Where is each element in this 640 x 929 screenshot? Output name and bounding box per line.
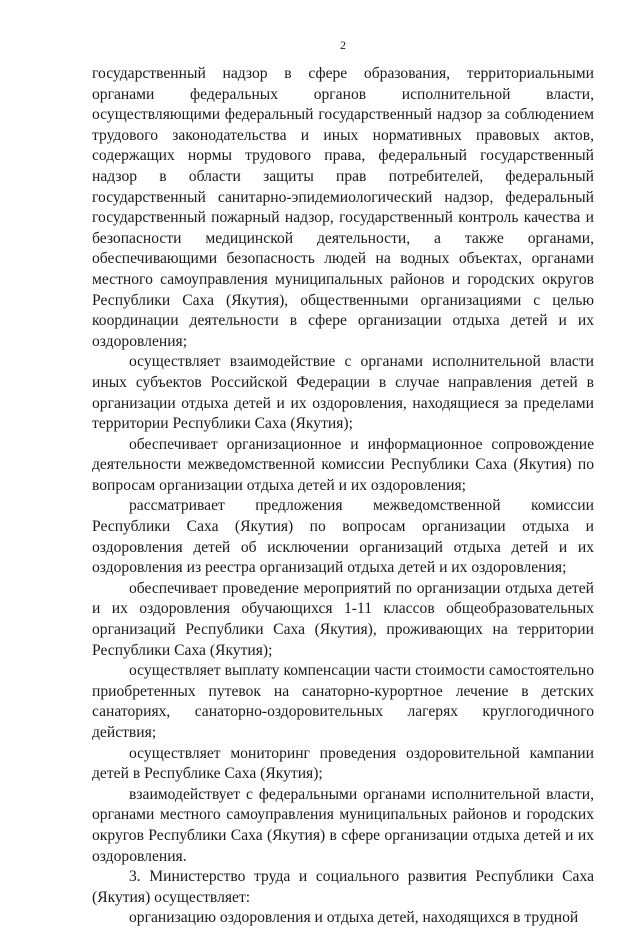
paragraph-monitoring: осуществляет мониторинг проведения оздоровительной кампании детей в Республике Саха (Якутия);	[92, 744, 594, 783]
paragraph-commission-support: обеспечивает организационное и информационное сопровождение деятельности межведомственной комиссии Республики Саха (Якутия) по вопросам организации отдыха детей и их оздоровления;	[92, 435, 594, 494]
paragraph-interaction-other-subjects: осуществляет взаимодействие с органами исполнительной власти иных субъектов Российской Федерации в случае направления детей в организации отдыха детей и их оздоровления, находящиеся за пределами территории Республики Саха (Якутия);	[92, 353, 594, 433]
paragraph-ministry-labor-first-item: организацию оздоровления и отдыха детей, находящихся в трудной	[129, 909, 579, 927]
paragraph-events-students: обеспечивает проведение мероприятий по организации отдыха детей и их оздоровления обучающихся 1-11 классов общеобразовательных организаций Республики Саха (Якутия), проживающих на территории Республики Саха (Якутия);	[92, 579, 594, 659]
document-body	[92, 64, 594, 929]
page-number: 2	[340, 38, 346, 52]
paragraph-continuation: государственный надзор в сфере образования, территориальными органами федеральных органов исполнительной власти, осуществляющими федеральный государственный надзор за соблюдением трудового законодательства и иных нормативных правовых актов, содержащих нормы трудового права, федеральный государственный надзор в области защиты прав потребителей, федеральный государственный санитарно-эпидемиологический надзор, федеральный государственный пожарный надзор, государственный контроль качества и безопасности медицинской деятельности, а также органами, обеспечивающими безопасность людей на водных объектах, органами местного самоуправления муниципальных районов и городских округов Республики Саха (Якутия), общественными организациями с целью координации деятельности в сфере организации отдыха детей и их оздоровления;	[92, 65, 594, 350]
paragraph-ministry-labor-heading: 3. Министерство труда и социального развития Республики Саха (Якутия) осуществляет:	[92, 868, 594, 906]
paragraph-commission-proposals: рассматривает предложения межведомственной комиссии Республики Саха (Якутия) по вопросам организации отдыха и оздоровления детей об исключении организаций отдыха детей и их оздоровления из реестра организаций отдыха детей и их оздоровления;	[92, 497, 594, 577]
paragraph-compensation-payment: осуществляет выплату компенсации части стоимости самостоятельно приобретенных путевок на санаторно-курортное лечение в детских санаториях, санаторно-оздоровительных лагерях круглогодичного действия;	[92, 662, 594, 741]
paragraph-interaction-federal: взаимодействует с федеральными органами исполнительной власти, органами местного самоуправления муниципальных районов и городских округов Республики Саха (Якутия) в сфере организации отдыха детей и их оздоровления.	[92, 785, 594, 865]
